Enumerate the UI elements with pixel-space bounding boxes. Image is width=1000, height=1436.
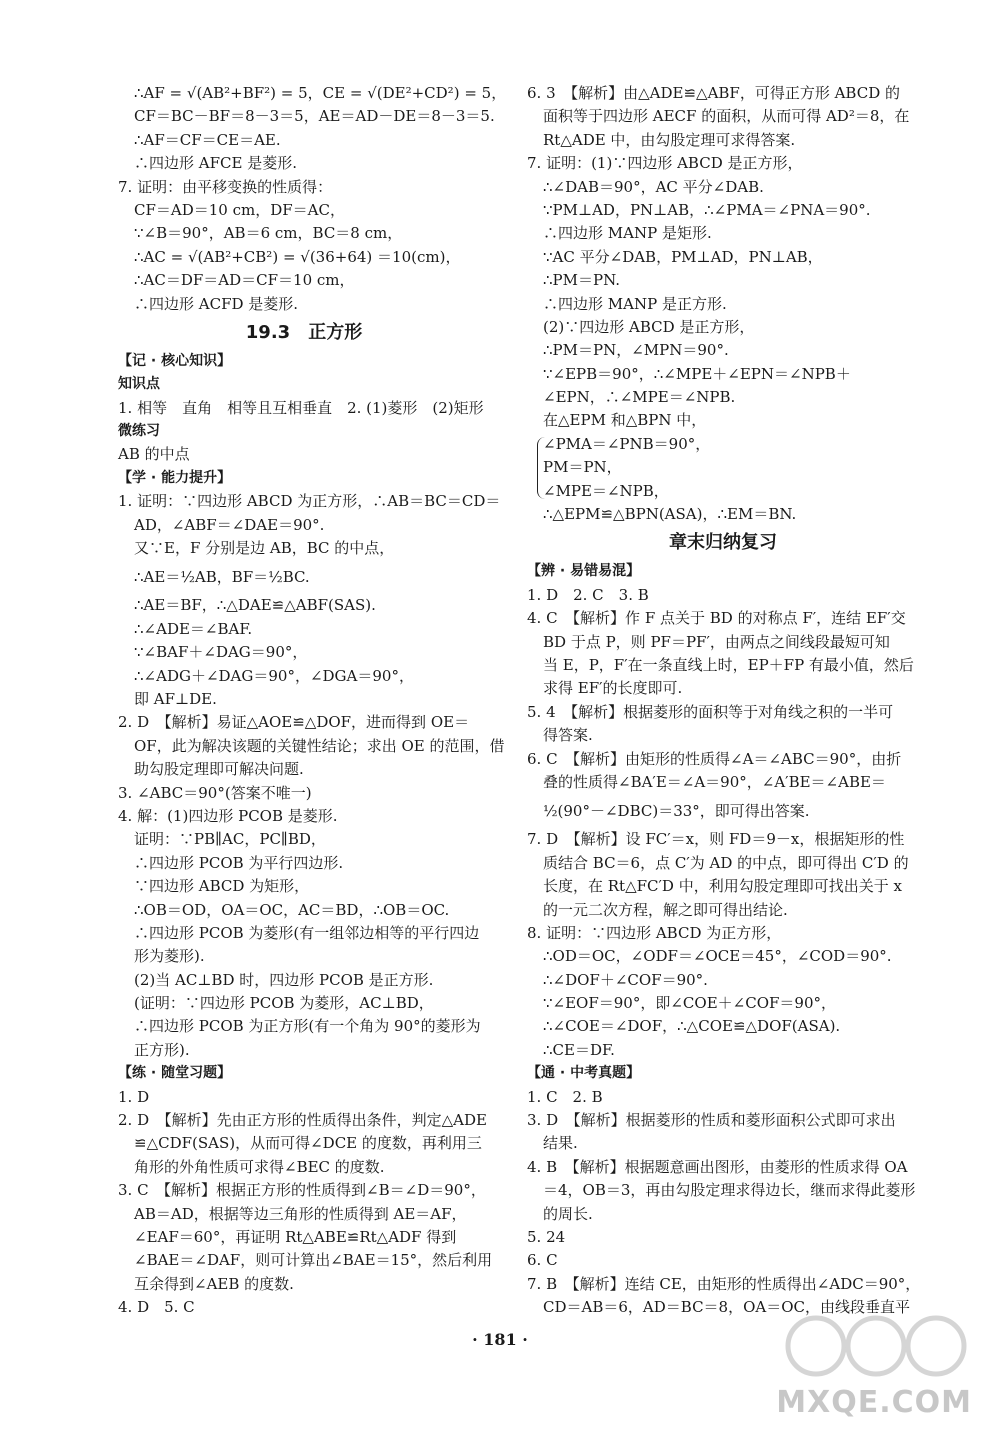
left-column-line: 2. D 【解析】易证△AOE≌△DOF，进而得到 OE＝	[118, 713, 470, 732]
brace-system	[527, 433, 919, 503]
right-column-line: 结果.	[543, 1134, 578, 1153]
left-column-line: (2)当 AC⊥BD 时，四边形 PCOB 是正方形.	[134, 970, 434, 989]
left-column-line: 助勾股定理即可解决问题.	[134, 760, 304, 779]
right-column-line: 5. 24	[527, 1227, 566, 1246]
left-column-line: 即 AF⊥DE.	[134, 689, 217, 708]
left-column-line: 3. ∠ABC＝90°(答案不唯一)	[118, 783, 312, 802]
left-column-line: 知识点	[118, 376, 160, 393]
brace-line: ∠PMA＝∠PNB＝90°，	[543, 434, 711, 453]
right-column	[527, 82, 919, 1320]
right-column-line: 4. B 【解析】根据题意画出图形，由菱形的性质求得 OA	[527, 1157, 908, 1176]
left-column-line: 微练习	[118, 423, 160, 440]
brace-line: PM＝PN，	[543, 458, 622, 477]
left-column-line: ∴∠ADG＋∠DAG＝90°，∠DGA＝90°，	[134, 666, 414, 685]
left-column-line: AD，∠ABF＝∠DAE＝90°.	[134, 515, 325, 534]
right-column-line: ∴OD＝OC，∠ODF＝∠OCE＝45°，∠COD＝90°.	[543, 947, 892, 966]
right-column-line: ∴四边形 MANP 是矩形.	[543, 224, 712, 243]
left-column-line: ∴AE＝BF，∴△DAE≌△ABF(SAS).	[134, 596, 376, 615]
left-column-line: 【学 · 能力提升】	[118, 469, 232, 486]
left-column-line: ∴AF = √(AB²+BF²) = 5，CE = √(DE²+CD²) = 5，	[134, 84, 507, 102]
right-column-line: 6. C	[527, 1251, 558, 1270]
right-column-line: 1. D 2. C 3. B	[527, 585, 649, 604]
left-column-line: ≌△CDF(SAS)，从而可得∠DCE 的度数，再利用三	[134, 1134, 482, 1153]
right-column-line: ∴CE＝DF.	[543, 1040, 615, 1059]
left-column-line: ∴OB＝OD，OA＝OC，AC＝BD，∴OB＝OC.	[134, 900, 450, 919]
left-column-line: ∵四边形 ABCD 为矩形，	[134, 877, 310, 896]
right-column-line: 长度，在 Rt△FC′D 中，利用勾股定理即可找出关于 x	[543, 877, 902, 896]
right-column-line: 质结合 BC＝6，点 C′为 AD 的中点，即可得出 C′D 的	[543, 853, 909, 872]
left-column-line: (证明：∵四边形 PCOB 为菱形，AC⊥BD，	[134, 994, 434, 1013]
left-column-line: ∴AC＝DF＝AD＝CF＝10 cm，	[134, 271, 355, 290]
left-column-line: ∴四边形 PCOB 为正方形(有一个角为 90°的菱形为	[134, 1017, 481, 1036]
right-column-line: 8. 证明：∵四边形 ABCD 为正方形，	[527, 923, 782, 942]
right-column-line: 3. D 【解析】根据菱形的性质和菱形面积公式即可求出	[527, 1111, 896, 1130]
right-column-line: CD＝AB＝6，AD＝BC＝8，OA＝OC，由线段垂直平	[543, 1298, 910, 1317]
right-column-line: ½(90°－∠DBC)＝33°，即可得出答案.	[543, 802, 810, 821]
right-column-line: ∵AC 平分∠DAB，PM⊥AD，PN⊥AB，	[543, 247, 823, 266]
page-number: · 181 ·	[472, 1330, 528, 1349]
left-column-line: AB＝AD，根据等边三角形的性质得到 AE＝AF，	[134, 1204, 467, 1223]
right-column-line: 在△EPM 和△BPN 中，	[543, 411, 707, 430]
left-column-line: 证明：∵PB∥AC，PC∥BD，	[134, 830, 326, 849]
left-column-line: ∴四边形 PCOB 为平行四边形.	[134, 853, 344, 872]
right-column-line: Rt△ADE 中，由勾股定理可求得答案.	[543, 130, 796, 149]
left-column-line: 正方形).	[134, 1040, 190, 1059]
right-column-line: 【通 · 中考真题】	[527, 1065, 641, 1082]
brace-symbol	[537, 437, 546, 499]
left-column-line: 形为菱形).	[134, 947, 205, 966]
right-column-line: 的一元二次方程，解之即可得出结论.	[543, 900, 788, 919]
left-column-line: CF＝BC－BF＝8－3＝5，AE＝AD－DE＝8－3＝5.	[134, 107, 495, 126]
right-column-line: (2)∵四边形 ABCD 是正方形，	[543, 317, 755, 336]
left-column-line: 1. D	[118, 1087, 150, 1106]
left-column-line: CF＝AD＝10 cm，DF＝AC，	[134, 200, 345, 219]
right-column-line: 面积等于四边形 AECF 的面积，从而可得 AD²＝8，在	[543, 107, 910, 126]
left-column-line: ∵∠B＝90°，AB＝6 cm，BC＝8 cm，	[134, 224, 403, 243]
right-column-line: ∴△EPM≌△BPN(ASA)，∴EM＝BN.	[543, 505, 797, 524]
left-column-line: 互余得到∠AEB 的度数.	[134, 1274, 294, 1293]
left-column-line: ∴四边形 AFCE 是菱形.	[134, 154, 297, 173]
left-column-line: 4. D 5. C	[118, 1298, 195, 1317]
right-column-line: ＝4，OB＝3，再由勾股定理求得边长，继而求得此菱形	[543, 1181, 916, 1200]
right-column-line: 4. C 【解析】作 F 点关于 BD 的对称点 F′，连结 EF′交	[527, 609, 906, 628]
right-column-line: 当 E，P，F′在一条直线上时，EP＋FP 有最小值，然后	[543, 655, 914, 674]
right-column-line: 求得 EF′的长度即可.	[543, 679, 683, 698]
right-column-line: 章末归纳复习	[669, 532, 777, 554]
left-column-line: 7. 证明：由平移变换的性质得：	[118, 177, 333, 196]
right-column-line: ∴∠DAB＝90°，AC 平分∠DAB.	[543, 177, 764, 196]
left-column-line: ∴四边形 ACFD 是菱形.	[134, 294, 299, 313]
right-column-line: 7. 证明：(1)∵四边形 ABCD 是正方形，	[527, 154, 803, 173]
right-column-line: ∴四边形 MANP 是正方形.	[543, 294, 727, 313]
left-column-line: ∴∠ADE＝∠BAF.	[134, 619, 253, 638]
right-column-line: 7. D 【解析】设 FC′＝x，则 FD＝9－x，根据矩形的性	[527, 830, 905, 849]
right-column-line: ∠EPN，∴∠MPE＝∠NPB.	[543, 388, 736, 407]
left-column-line: AB 的中点	[118, 445, 190, 464]
left-column-line: ∴AF＝CF＝CE＝AE.	[134, 130, 281, 149]
left-column-line: ∴AE＝½AB，BF＝½BC.	[134, 568, 310, 587]
right-column-line: 5. 4 【解析】根据菱形的面积等于对角线之积的一半可	[527, 702, 894, 721]
left-column-line: ∠EAF＝60°，再证明 Rt△ABE≌Rt△ADF 得到	[134, 1227, 457, 1246]
right-column-line: 【辨 · 易错易混】	[527, 563, 641, 580]
left-column-line: 【练 · 随堂习题】	[118, 1065, 232, 1082]
left-column-line: 2. D 【解析】先由正方形的性质得出条件，判定△ADE	[118, 1111, 487, 1130]
left-column-line: 19.3 正方形	[245, 321, 363, 343]
right-column-line: 1. C 2. B	[527, 1087, 603, 1106]
left-column-line: 3. C 【解析】根据正方形的性质得到∠B＝∠D＝90°，	[118, 1181, 486, 1200]
left-column-line: ∵∠BAF＋∠DAG＝90°，	[134, 643, 308, 662]
watermark-text: MXQE.COM	[776, 1385, 972, 1420]
right-column-line: ∵∠EPB＝90°，∴∠MPE＋∠EPN＝∠NPB＋	[543, 364, 851, 383]
right-column-line: BD 于点 P，则 PF＝PF′，由两点之间线段最短可知	[543, 632, 890, 651]
left-column-line: 角形的外角性质可求得∠BEC 的度数.	[134, 1157, 385, 1176]
right-column-line: 叠的性质得∠BA′E＝∠A＝90°，∠A′BE＝∠ABE＝	[543, 772, 886, 791]
right-column-line: ∴PM＝PN，∠MPN＝90°.	[543, 341, 729, 360]
right-column-line: ∴PM＝PN.	[543, 271, 621, 290]
left-column-line: 又∵E，F 分别是边 AB，BC 的中点，	[134, 539, 395, 558]
left-column-line: ∠BAE＝∠DAF，则可计算出∠BAE＝15°，然后利用	[134, 1251, 493, 1270]
right-column-line: 6. C 【解析】由矩形的性质得∠A＝∠ABC＝90°，由折	[527, 749, 902, 768]
right-column-line: 6. 3 【解析】由△ADE≌△ABF，可得正方形 ABCD 的	[527, 84, 901, 102]
right-column-line: ∴∠COE＝∠DOF，∴△COE≌△DOF(ASA).	[543, 1017, 841, 1036]
right-column-line: ∴∠DOF＋∠COF＝90°.	[543, 970, 708, 989]
left-column-line: 1. 证明：∵四边形 ABCD 为正方形，∴AB＝BC＝CD＝	[118, 492, 501, 511]
right-column-line: 7. B 【解析】连结 CE，由矩形的性质得出∠ADC＝90°，	[527, 1274, 921, 1293]
right-column-line: ∵∠EOF＝90°，即∠COE＋∠COF＝90°，	[543, 994, 836, 1013]
left-column-line: 【记 · 核心知识】	[118, 352, 232, 369]
left-column-line: ∴四边形 PCOB 为菱形(有一组邻边相等的平行四边	[134, 923, 480, 942]
left-column	[118, 82, 507, 1320]
right-column-line: ∵PM⊥AD，PN⊥AB，∴∠PMA＝∠PNA＝90°.	[543, 200, 871, 219]
left-column-line: OF，此为解决该题的关键性结论；求出 OE 的范围，借	[134, 736, 505, 755]
right-column-line: 的周长.	[543, 1204, 593, 1223]
left-column-line: 1. 相等 直角 相等且互相垂直 2. (1)菱形 (2)矩形	[118, 398, 484, 417]
left-column-line: 4. 解：(1)四边形 PCOB 是菱形.	[118, 806, 338, 825]
brace-line: ∠MPE＝∠NPB，	[543, 481, 669, 500]
right-column-line: 得答案.	[543, 726, 593, 745]
left-column-line: ∴AC = √(AB²+CB²) = √(36+64) ＝10(cm)，	[134, 247, 461, 266]
